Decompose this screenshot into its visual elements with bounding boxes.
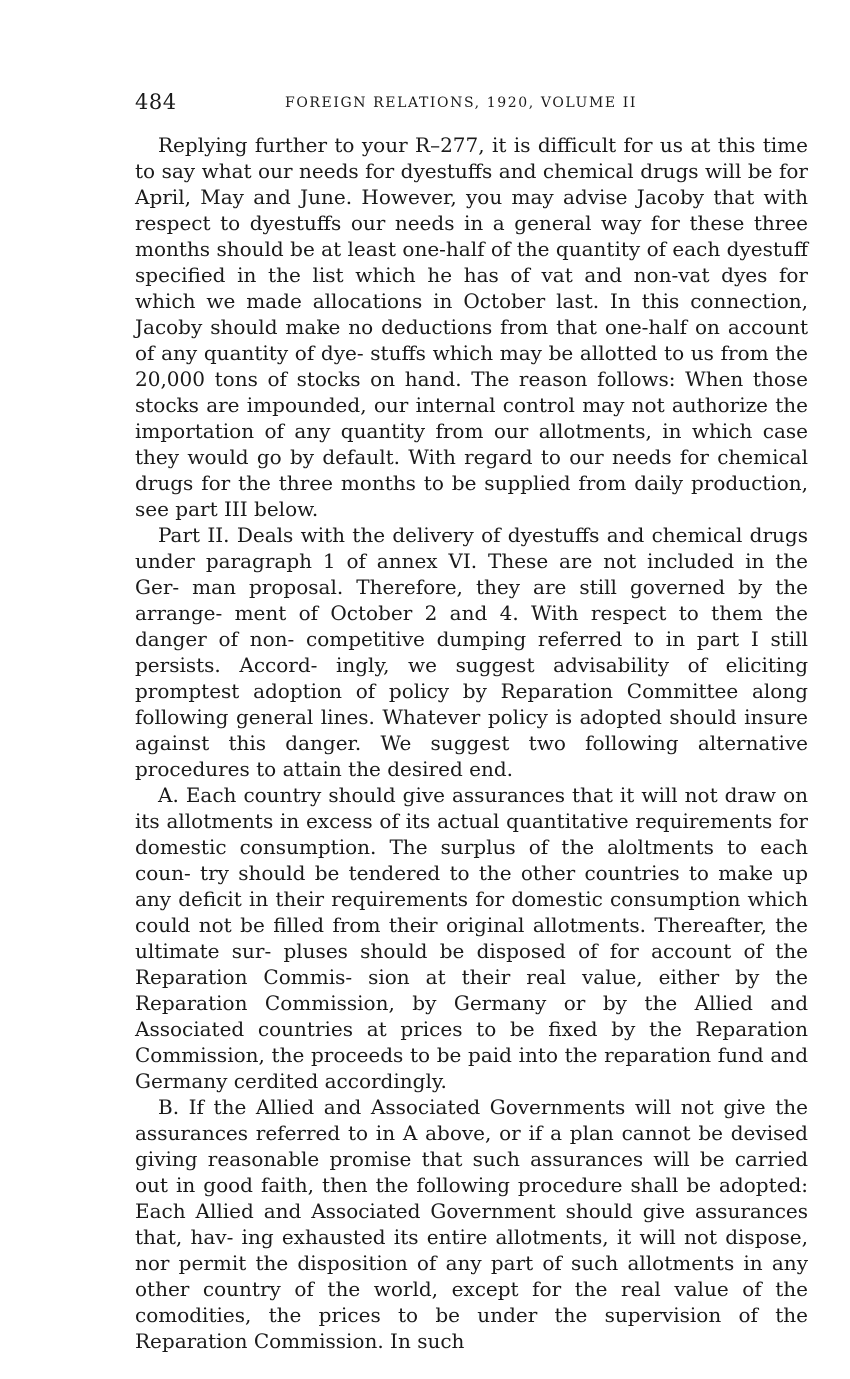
body-text	[135, 132, 808, 1354]
paragraph-alternative-a: A. Each country should give assurances that it will not draw on its allotments in excess of its actual quantitative requirements for domestic consumption. The surplus of the aloltments to each coun- try should be tendered to the other countries to make up any deficit in their requirements for domestic consumption which could not be filled from their original allotments. Thereafter, the ultimate sur- pluses should be disposed of for account of the Reparation Commis- sion at their real value, either by the Reparation Commission, by Germany or by the Allied and Associated countries at prices to be fixed by the Reparation Commission, the proceeds to be paid into the reparation fund and Germany cerdited accordingly.	[135, 783, 808, 1093]
paragraph-alternative-b: B. If the Allied and Associated Governments will not give the assurances referred to in A above, or if a plan cannot be devised giving reasonable promise that such assurances will be carried out in good faith, then the following procedure shall be adopted: Each Allied and Associated Government should give assurances that, hav- ing exhausted its entire allotments, it will not dispose, nor permit the disposition of any part of such allotments in any other country of the world, except for the real value of the comodities, the prices to be under the supervision of the Reparation Commission. In such	[135, 1095, 808, 1353]
page-number: 484	[135, 90, 177, 114]
paragraph-reply: Replying further to your R–277, it is difficult for us at this time to say what our needs for dyestuffs and chemical drugs will be for April, May and June. However, you may advise Jacoby that with respect to dyestuffs our needs in a general way for these three months should be at least one-half of the quantity of each dyestuff specified in the list which he has of vat and non-vat dyes for which we made allocations in October last. In this connection, Jacoby should make no deductions from that one-half on account of any quantity of dye- stuffs which may be allotted to us from the 20,000 tons of stocks on hand. The reason follows: When those stocks are impounded, our internal control may not authorize the importation of any quantity from our allotments, in which case they would go by default. With regard to our needs for chemical drugs for the three months to be supplied from daily production, see part III below.	[135, 133, 808, 521]
running-title: FOREIGN RELATIONS, 1920, VOLUME II	[285, 95, 638, 111]
paragraph-part-two: Part II. Deals with the delivery of dyestuffs and chemical drugs under paragraph 1 of annex VI. These are not included in the Ger- man proposal. Therefore, they are still governed by the arrange- ment of October 2 and 4. With respect to them the danger of non- competitive dumping referred to in part I still persists. Accord- ingly, we suggest advisability of eliciting promptest adoption of policy by Reparation Committee along following general lines. Whatever policy is adopted should insure against this danger. We suggest two following alternative procedures to attain the desired end.	[135, 523, 808, 781]
document-page	[135, 90, 808, 1354]
running-head	[135, 90, 808, 124]
